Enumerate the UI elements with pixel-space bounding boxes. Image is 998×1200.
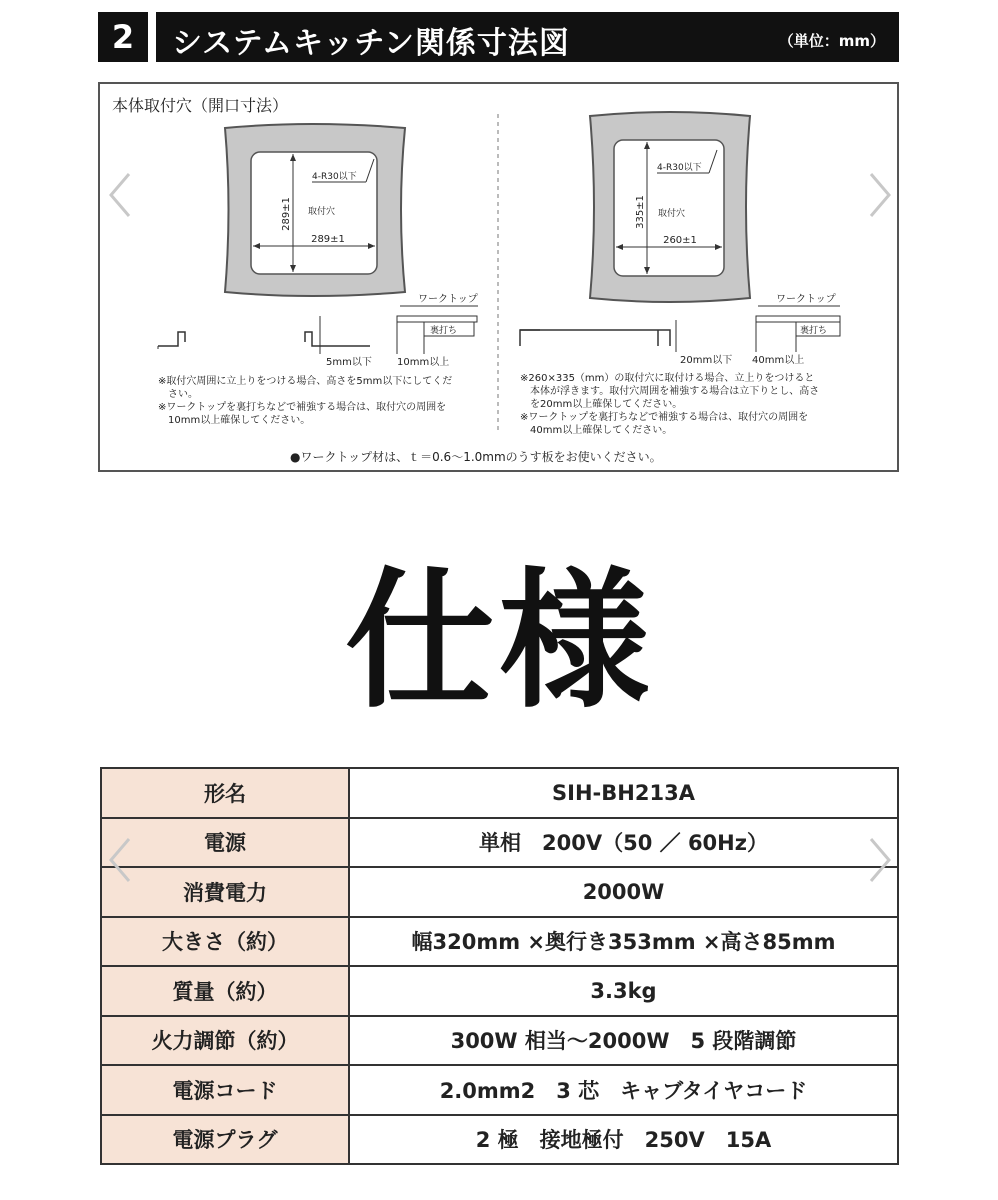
right-section-profile [520,330,670,346]
right-worktop-label: ワークトップ [776,294,836,305]
spec-value: 3.3kg [349,966,898,1016]
left-worktop-label: ワークトップ [418,294,478,305]
chevron-left-icon[interactable] [105,835,135,885]
spec-key: 大きさ（約） [101,917,349,967]
spec-key: 電源コード [101,1065,349,1115]
table-row [101,917,898,967]
chevron-right-icon[interactable] [865,835,895,885]
diagram-section-label: 本体取付穴（開口寸法） [112,96,289,115]
left-note-line: ※取付穴周囲に立上りをつける場合、高さを5mm以下にしてくだ [158,376,453,387]
table-row [101,1016,898,1066]
spec-key: 質量（約） [101,966,349,1016]
spec-key: 消費電力 [101,867,349,917]
section-number: 2 [98,12,148,62]
section-title-bar [156,12,899,62]
left-height-label: 289±1 [281,197,292,231]
chevron-right-icon[interactable] [865,170,895,220]
spec-key: 火力調節（約） [101,1016,349,1066]
spec-title: 仕様 [344,553,653,729]
table-row [101,768,898,818]
spec-value: 2.0mm2 3 芯 キャブタイヤコード [349,1065,898,1115]
section-title: システムキッチン関係寸法図 [172,26,570,61]
left-section-profile [158,332,370,346]
right-height-label: 335±1 [635,195,646,229]
table-row [101,867,898,917]
left-margin-dim: 10mm以上 [397,357,450,368]
spec-key: 電源プラグ [101,1115,349,1165]
spec-value: 2 極 接地極付 250V 15A [349,1115,898,1165]
right-corner-label: 4-R30以下 [657,163,702,173]
table-row [101,818,898,868]
right-note-line: 40mm以上確保してください。 [520,425,673,436]
left-note-line: ※ワークトップを裏打ちなどで補強する場合は、取付穴の周囲を [158,402,447,413]
section-header [98,12,899,62]
right-note-line: 本体が浮きます。取付穴周囲を補強する場合は立下りとし、高さ [520,386,820,397]
right-width-label: 260±1 [663,235,697,246]
right-backing-label: 裏打ち [800,326,828,336]
right-note-line: を20mm以上確保してください。 [520,399,683,410]
unit-label: （単位：mm） [778,32,885,50]
left-note-line: 10mm以上確保してください。 [158,415,311,426]
right-worktop [756,316,840,322]
left-note-line: さい。 [158,389,198,400]
spec-value: 300W 相当～2000W 5 段階調節 [349,1016,898,1066]
left-hole-label: 取付穴 [308,207,336,217]
right-rise-dim: 20mm以下 [680,355,733,366]
table-row [101,966,898,1016]
spec-table [100,767,899,1165]
right-margin-dim: 40mm以上 [752,355,805,366]
spec-value: 幅320mm ×奥行き353mm ×高さ85mm [349,917,898,967]
left-rise-dim: 5mm以下 [326,357,372,368]
spec-key: 形名 [101,768,349,818]
left-worktop [397,316,477,322]
spec-value: 2000W [349,867,898,917]
chevron-left-icon[interactable] [105,170,135,220]
spec-key: 電源 [101,818,349,868]
right-hole-label: 取付穴 [658,209,686,219]
right-note-line: ※260×335（mm）の取付穴に取付ける場合、立上りをつけると [520,373,815,384]
dimension-diagram [98,82,899,472]
spec-value: SIH-BH213A [349,768,898,818]
table-row [101,1115,898,1165]
left-backing-label: 裏打ち [430,326,458,336]
spec-value: 単相 200V（50 ／ 60Hz） [349,818,898,868]
right-note-line: ※ワークトップを裏打ちなどで補強する場合は、取付穴の周囲を [520,412,809,423]
table-row [101,1065,898,1115]
dimension-diagram-svg [100,84,897,470]
left-corner-label: 4-R30以下 [312,172,357,182]
diagram-footer-note: ●ワークトップ材は、ｔ＝0.6～1.0mmのうす板をお使いください。 [290,450,662,464]
left-width-label: 289±1 [311,234,345,245]
right-hole [614,140,724,276]
